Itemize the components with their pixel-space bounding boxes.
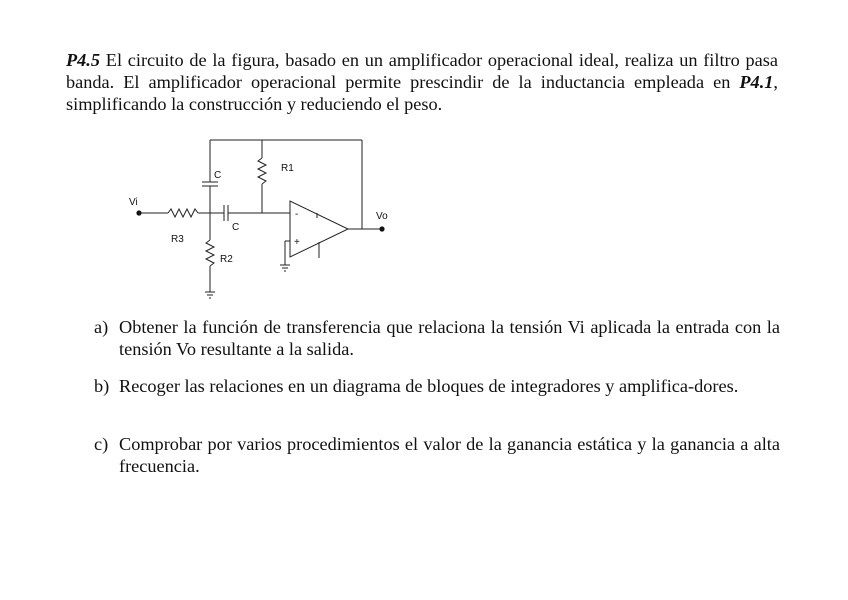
c-top-label: C [214,170,222,181]
r2-label: R2 [220,254,233,265]
circuit-diagram [120,128,410,308]
item-text: Comprobar por varios procedimientos el valor de la ganancia estática y la ganancia a alta frecuencia. [119,434,780,476]
problem-reference: P4.1 [739,72,774,92]
r3-resistor [168,209,198,217]
r1-resistor [258,158,266,184]
problem-text-1: El circuito de la figura, basado en un amplificador operacional ideal, realiza un filtro pasa banda. El amplificador operacional permite prescindir de la inductancia empleada en [66,50,778,92]
question-item-a [94,316,780,360]
vi-label: Vi [129,197,138,208]
item-marker: b) [94,376,110,396]
problem-statement [66,49,778,115]
item-text: Recoger las relaciones en un diagrama de bloques de integradores y amplifica-dores. [119,376,739,396]
vo-label: Vo [376,211,388,222]
problem-label: P4.5 [66,50,101,70]
problem-text-2: , simplificando la construcción y reduciendo el peso. [66,72,778,114]
op-amp-minus: - [295,209,299,220]
c-series-label: C [232,222,240,233]
question-item-c [94,433,780,477]
r1-label: R1 [281,163,294,174]
op-amp-plus: + [294,237,300,248]
r2-resistor [206,240,214,266]
vo-terminal [379,226,384,231]
question-item-b [94,375,780,397]
r3-label: R3 [171,234,184,245]
item-marker: a) [94,317,109,337]
item-marker: c) [94,434,109,454]
item-text: Obtener la función de transferencia que relaciona la tensión Vi aplicada la entrada con la tensión Vo resultante a la salida. [119,317,780,359]
